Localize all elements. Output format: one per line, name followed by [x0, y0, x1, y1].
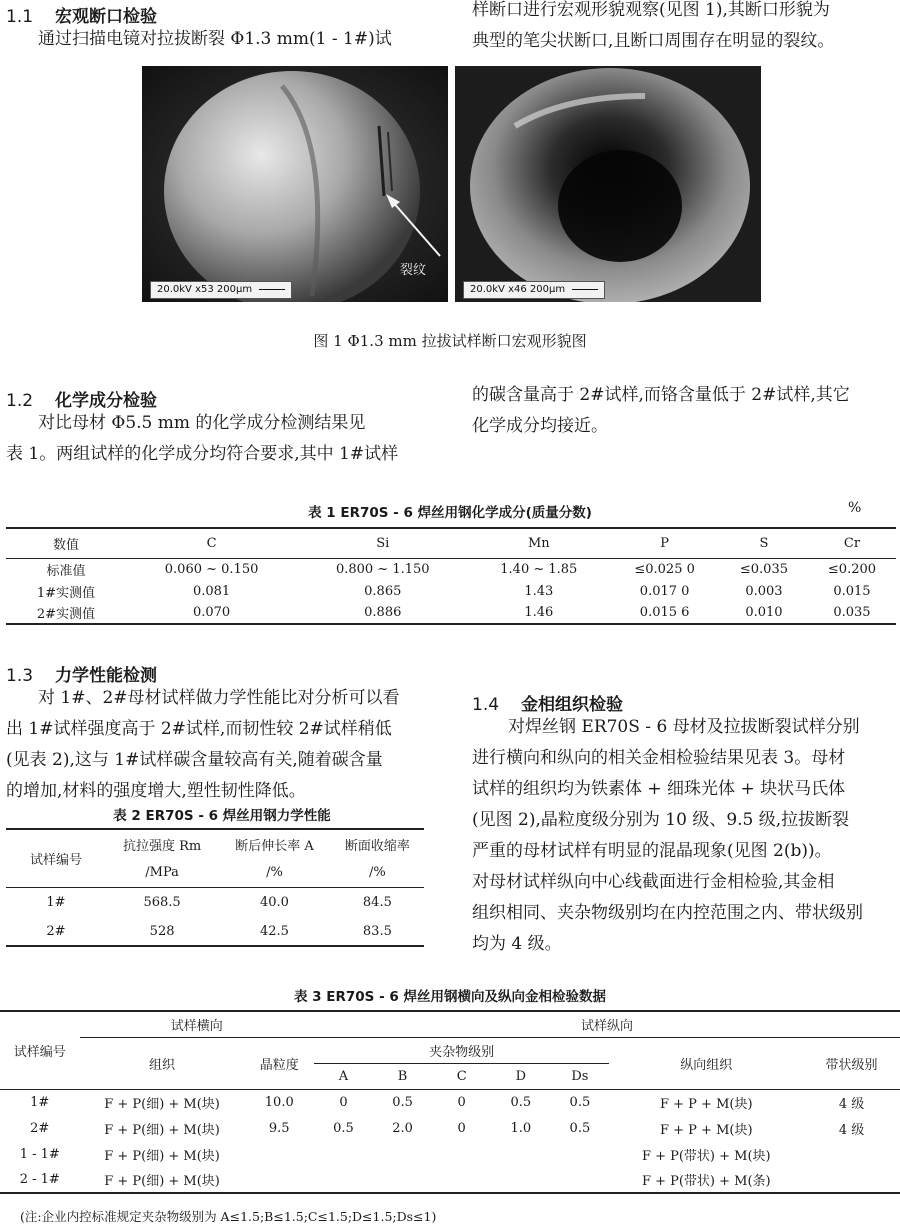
- table-cell: 1#: [30, 1094, 50, 1110]
- header-cell: Si: [376, 535, 390, 551]
- table-cell: 0.5: [569, 1120, 591, 1136]
- header-cell: /%: [369, 865, 386, 881]
- text-line: 对母材试样纵向中心线截面进行金相检验,其金相: [472, 872, 835, 892]
- table-cell: 0: [457, 1094, 466, 1110]
- scale-line: [572, 289, 598, 290]
- table-cell: 0.070: [192, 605, 231, 620]
- table-cell: 0.865: [364, 583, 402, 599]
- table-cell: 1.0: [510, 1120, 532, 1136]
- header-cell: /%: [266, 865, 283, 881]
- table-cell: [550, 1141, 609, 1167]
- header-cell: 试样编号: [6, 829, 106, 887]
- section-1-2-right-paragraph: [472, 380, 897, 442]
- table-cell: 10.0: [264, 1094, 294, 1110]
- table-cell: 528: [149, 924, 175, 939]
- header-cell: A: [338, 1068, 349, 1084]
- table-cell: [373, 1141, 432, 1167]
- section-title: 力学性能检测: [55, 666, 158, 686]
- section-1-2-left-paragraph: [6, 408, 438, 470]
- header-cell: 纵向组织: [609, 1037, 803, 1089]
- table-1: [6, 527, 896, 625]
- header-cell: 断后伸长率 A: [235, 839, 314, 854]
- table-cell: F + P + M(块): [660, 1122, 753, 1138]
- table-cell: 0.5: [569, 1094, 591, 1110]
- table-cell: 2#: [30, 1120, 50, 1136]
- table-cell: [245, 1167, 314, 1193]
- table-cell: 标准值: [46, 563, 86, 579]
- table-cell: 568.5: [143, 895, 181, 911]
- table-cell: 4 级: [838, 1096, 865, 1112]
- text-line: 严重的母材试样有明显的混晶现象(见图 2(b))。: [472, 841, 832, 861]
- table-cell: F + P(带状) + M(条): [641, 1174, 771, 1189]
- table-cell: 1.46: [524, 605, 554, 620]
- table-cell: 84.5: [362, 895, 392, 911]
- table-cell: [314, 1141, 373, 1167]
- table-row: [6, 887, 424, 918]
- text-line: 通过扫描电镜对拉拔断裂 Φ1.3 mm(1 - 1#)试: [38, 29, 392, 49]
- table-cell: F + P(细) + M(块): [104, 1174, 220, 1189]
- header-cell-group: 试样横向: [80, 1011, 314, 1037]
- text-line: 进行横向和纵向的相关金相检验结果见表 3。母材: [472, 748, 846, 768]
- table-cell: 0.800 ~ 1.150: [335, 561, 430, 577]
- table-header-row: [0, 1011, 900, 1037]
- table-cell: [550, 1167, 609, 1193]
- header-cell: P: [660, 535, 669, 551]
- section-number: 1.2: [6, 391, 34, 411]
- header-cell: 夹杂物级别: [314, 1037, 610, 1063]
- text-line: 的增加,材料的强度增大,塑性韧性降低。: [6, 781, 306, 801]
- table-row: [6, 580, 896, 602]
- text-line: 对比母材 Φ5.5 mm 的化学成分检测结果见: [38, 413, 366, 433]
- table-row: [0, 1089, 900, 1115]
- sem-image-right: [455, 66, 761, 302]
- scale-bar-text: 20.0kV x53 200μm: [157, 284, 253, 295]
- text-line: 对焊丝钢 ER70S - 6 母材及拉拔断裂试样分别: [508, 717, 860, 737]
- header-cell: C: [206, 535, 217, 551]
- table-row: [6, 918, 424, 946]
- table-2: [6, 828, 424, 947]
- header-cell: Cr: [843, 535, 861, 551]
- header-cell: B: [397, 1068, 408, 1084]
- table-3-note: (注:企业内控标准规定夹杂物级别为 A≤1.5;B≤1.5;C≤1.5;D≤1.5;Ds≤1): [20, 1209, 437, 1224]
- table-cell: [432, 1141, 491, 1167]
- table-cell: 0.035: [833, 605, 871, 620]
- table-cell: 1.43: [524, 583, 554, 599]
- scale-bar-left: [150, 281, 292, 299]
- table-2-title: 表 2 ER70S - 6 焊丝用钢力学性能: [113, 808, 331, 824]
- table-cell: ≤0.035: [739, 561, 788, 577]
- section-title: 宏观断口检验: [55, 7, 158, 27]
- text-line: 样断口进行宏观形貌观察(见图 1),其断口形貌为: [472, 0, 830, 20]
- table-cell: 2.0: [392, 1120, 413, 1136]
- section-number: 1.4: [472, 695, 500, 715]
- header-cell-group: 试样纵向: [314, 1011, 900, 1037]
- table-row: [0, 1167, 900, 1193]
- table-cell: 0.081: [192, 583, 231, 599]
- text-line: (见图 2),晶粒度级分别为 10 级、9.5 级,拉拔断裂: [472, 810, 850, 830]
- table-cell: 1.40 ~ 1.85: [500, 561, 578, 577]
- header-cell: D: [515, 1068, 526, 1084]
- scale-line: [259, 289, 285, 290]
- section-1-3-paragraph: [6, 683, 438, 807]
- text-line: (见表 2),这与 1#试样碳含量较高有关,随着碳含量: [6, 750, 383, 770]
- scale-bar-right: [463, 281, 605, 299]
- crack-label: 裂纹: [400, 263, 427, 278]
- header-cell: 晶粒度: [245, 1037, 314, 1089]
- section-title: 化学成分检验: [55, 391, 158, 411]
- table-cell: [803, 1167, 900, 1193]
- section-1-4-paragraph: [472, 712, 897, 960]
- header-cell: 组织: [80, 1037, 245, 1089]
- table-cell: 9.5: [268, 1120, 290, 1136]
- header-cell: 试样编号: [0, 1011, 80, 1089]
- header-cell: 断面收缩率: [344, 839, 410, 854]
- header-cell: 带状级别: [803, 1037, 900, 1089]
- header-cell: /MPa: [145, 865, 179, 881]
- table-header-row: [0, 1037, 900, 1063]
- table-row: [6, 602, 896, 624]
- section-number: 1.3: [6, 666, 34, 686]
- table-row: [6, 558, 896, 580]
- table-cell: 1#实测值: [36, 585, 96, 601]
- figure-1-caption: 图 1 Φ1.3 mm 拉拔试样断口宏观形貌图: [313, 332, 587, 350]
- text-line: 的碳含量高于 2#试样,而铬含量低于 2#试样,其它: [472, 385, 850, 405]
- table-cell: 2 - 1#: [19, 1172, 60, 1187]
- table-cell: 0.015 6: [639, 605, 690, 620]
- table-cell: 0.010: [745, 605, 783, 620]
- table-cell: 0: [457, 1120, 466, 1136]
- text-line: 组织相同、夹杂物级别均在内控范围之内、带状级别: [472, 903, 863, 923]
- header-cell: Mn: [527, 535, 550, 551]
- table-cell: 0.017 0: [639, 583, 690, 599]
- table-cell: 1#: [46, 895, 66, 911]
- table-cell: [491, 1141, 550, 1167]
- table-cell: [803, 1141, 900, 1167]
- header-cell: S: [759, 535, 769, 551]
- text-line: 化学成分均接近。: [472, 416, 608, 436]
- table-cell: 42.5: [260, 924, 289, 939]
- section-number: 1.1: [6, 7, 34, 27]
- header-cell: C: [456, 1068, 467, 1084]
- section-1-1-right-paragraph: [472, 0, 897, 57]
- table-cell: 0.015: [833, 583, 871, 599]
- scale-bar-text: 20.0kV x46 200μm: [470, 284, 566, 295]
- table-row: [0, 1115, 900, 1141]
- text-line: 出 1#试样强度高于 2#试样,而韧性较 2#试样稍低: [6, 719, 392, 739]
- table-header-row: [6, 528, 896, 558]
- table-cell: 0.060 ~ 0.150: [164, 561, 259, 577]
- text-line: 试样的组织均为铁素体 + 细珠光体 + 块状马氏体: [472, 779, 846, 799]
- header-cell: Ds: [571, 1068, 589, 1084]
- table-cell: 0.5: [392, 1094, 413, 1110]
- header-cell: 抗拉强度 Rm: [122, 839, 202, 854]
- table-cell: F + P(带状) + M(块): [641, 1148, 771, 1164]
- table-cell: 0.003: [745, 583, 783, 599]
- table-cell: 2#: [46, 924, 66, 939]
- table-cell: 0.886: [364, 605, 402, 620]
- table-cell: F + P(细) + M(块): [104, 1096, 220, 1112]
- table-cell: 2#实测值: [36, 607, 96, 622]
- table-cell: 0.5: [333, 1120, 354, 1136]
- section-1-1-left-paragraph: [38, 24, 438, 55]
- text-line: 典型的笔尖状断口,且断口周围存在明显的裂纹。: [472, 31, 835, 51]
- table-cell: [314, 1167, 373, 1193]
- table-cell: [245, 1141, 314, 1167]
- table-cell: ≤0.025 0: [634, 561, 695, 577]
- table-cell: F + P(细) + M(块): [104, 1122, 220, 1138]
- table-1-unit: %: [848, 500, 862, 516]
- text-line: 均为 4 级。: [472, 934, 562, 954]
- table-cell: ≤0.200: [827, 561, 877, 577]
- header-cell: 数值: [52, 537, 79, 553]
- section-title: 金相组织检验: [521, 695, 624, 715]
- table-cell: 0.5: [510, 1094, 532, 1110]
- table-row: [0, 1141, 900, 1167]
- table-cell: [491, 1167, 550, 1193]
- table-cell: F + P(细) + M(块): [104, 1148, 220, 1164]
- table-1-title: 表 1 ER70S - 6 焊丝用钢化学成分(质量分数): [308, 505, 592, 521]
- text-line: 表 1。两组试样的化学成分均符合要求,其中 1#试样: [6, 444, 399, 464]
- table-3-title: 表 3 ER70S - 6 焊丝用钢横向及纵向金相检验数据: [293, 989, 606, 1005]
- table-cell: F + P + M(块): [660, 1096, 753, 1112]
- text-line: 对 1#、2#母材试样做力学性能比对分析可以看: [38, 688, 400, 708]
- table-cell: 0: [339, 1094, 348, 1110]
- table-cell: 1 - 1#: [19, 1146, 60, 1162]
- table-cell: 83.5: [362, 924, 392, 939]
- table-cell: 4 级: [838, 1122, 865, 1138]
- table-cell: 40.0: [260, 895, 289, 911]
- table-header-row: [6, 829, 424, 859]
- table-cell: [373, 1167, 432, 1193]
- table-cell: [432, 1167, 491, 1193]
- sem-image-left: [142, 66, 448, 302]
- fracture-surface-right-graphic: [455, 66, 761, 302]
- table-3: [0, 1010, 900, 1194]
